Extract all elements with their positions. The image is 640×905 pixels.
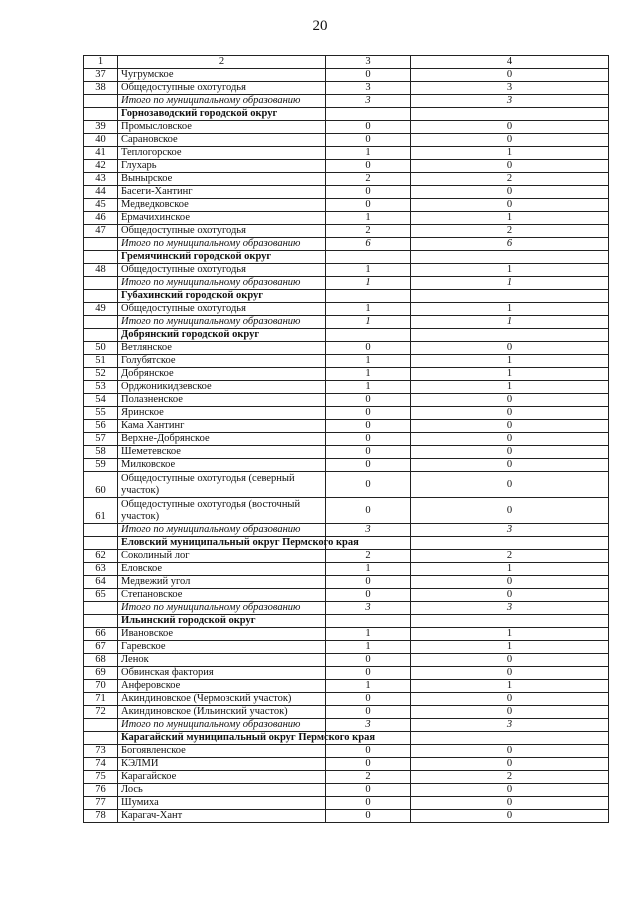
name-cell: Медвежий угол bbox=[118, 576, 326, 589]
row-number-cell: 64 bbox=[84, 576, 118, 589]
name-cell: Общедоступные охотугодья bbox=[118, 303, 326, 316]
value-cell-col3: 0 bbox=[326, 407, 411, 420]
name-cell: Глухарь bbox=[118, 160, 326, 173]
table-row bbox=[84, 758, 609, 771]
row-number-cell: 67 bbox=[84, 641, 118, 654]
value-cell-col4: 0 bbox=[411, 134, 609, 147]
name-cell: Теплогорское bbox=[118, 147, 326, 160]
table-row bbox=[84, 784, 609, 797]
name-cell: Верхне-Добрянское bbox=[118, 433, 326, 446]
row-number-cell: 72 bbox=[84, 706, 118, 719]
value-cell-col3: 0 bbox=[326, 459, 411, 472]
value-cell-col4: 0 bbox=[411, 199, 609, 212]
total-row bbox=[84, 238, 609, 251]
value-cell-col4: 0 bbox=[411, 784, 609, 797]
page-number: 20 bbox=[312, 18, 328, 34]
value-cell-col4: 1 bbox=[411, 355, 609, 368]
value-cell-col4: 0 bbox=[411, 446, 609, 459]
table-row bbox=[84, 472, 609, 498]
value-cell-col4: 0 bbox=[411, 459, 609, 472]
value-cell-col4: 1 bbox=[411, 316, 609, 329]
table-row bbox=[84, 433, 609, 446]
row-number-cell bbox=[84, 329, 118, 342]
row-number-cell: 48 bbox=[84, 264, 118, 277]
row-number-cell: 65 bbox=[84, 589, 118, 602]
table-row bbox=[84, 264, 609, 277]
value-cell-col3: 3 bbox=[326, 95, 411, 108]
value-cell-col3: 1 bbox=[326, 147, 411, 160]
value-cell-col4 bbox=[411, 329, 609, 342]
value-cell-col3: 2 bbox=[326, 225, 411, 238]
name-cell: Анферовское bbox=[118, 680, 326, 693]
table-row bbox=[84, 706, 609, 719]
value-cell-col4: 0 bbox=[411, 810, 609, 823]
value-cell-col4: 2 bbox=[411, 771, 609, 784]
section-header-row bbox=[84, 329, 609, 342]
row-number-cell: 76 bbox=[84, 784, 118, 797]
row-number-cell bbox=[84, 602, 118, 615]
name-cell: КЭЛМИ bbox=[118, 758, 326, 771]
table-row bbox=[84, 498, 609, 524]
value-cell-col4: 1 bbox=[411, 277, 609, 290]
value-cell-col4 bbox=[411, 732, 609, 745]
header-cell-4: 4 bbox=[411, 56, 609, 69]
section-header-row bbox=[84, 290, 609, 303]
table-row bbox=[84, 628, 609, 641]
table-row bbox=[84, 394, 609, 407]
table-row bbox=[84, 810, 609, 823]
row-number-cell: 55 bbox=[84, 407, 118, 420]
table-row bbox=[84, 381, 609, 394]
table-row bbox=[84, 342, 609, 355]
row-number-cell: 37 bbox=[84, 69, 118, 82]
table-row bbox=[84, 69, 609, 82]
total-row bbox=[84, 602, 609, 615]
value-cell-col4: 0 bbox=[411, 394, 609, 407]
value-cell-col3: 1 bbox=[326, 355, 411, 368]
value-cell-col3 bbox=[326, 251, 411, 264]
row-number-cell bbox=[84, 108, 118, 121]
row-number-cell bbox=[84, 537, 118, 550]
value-cell-col3: 0 bbox=[326, 498, 411, 524]
row-number-cell bbox=[84, 316, 118, 329]
table-row bbox=[84, 303, 609, 316]
name-cell: Шеметевское bbox=[118, 446, 326, 459]
total-row bbox=[84, 524, 609, 537]
name-cell: Степановское bbox=[118, 589, 326, 602]
value-cell-col3: 0 bbox=[326, 667, 411, 680]
value-cell-col4: 3 bbox=[411, 82, 609, 95]
name-cell: Шумиха bbox=[118, 797, 326, 810]
header-cell-2: 2 bbox=[118, 56, 326, 69]
value-cell-col4: 6 bbox=[411, 238, 609, 251]
value-cell-col3: 3 bbox=[326, 524, 411, 537]
name-cell: Ивановское bbox=[118, 628, 326, 641]
value-cell-col4: 2 bbox=[411, 225, 609, 238]
name-cell: Общедоступные охотугодья (восточный участок) bbox=[118, 498, 326, 524]
value-cell-col4 bbox=[411, 290, 609, 303]
row-number-cell: 40 bbox=[84, 134, 118, 147]
name-cell: Еловское bbox=[118, 563, 326, 576]
name-cell: Итого по муниципальному образованию bbox=[118, 316, 326, 329]
value-cell-col4: 0 bbox=[411, 654, 609, 667]
value-cell-col4 bbox=[411, 615, 609, 628]
name-cell: Добрянский городской округ bbox=[118, 329, 326, 342]
row-number-cell: 39 bbox=[84, 121, 118, 134]
value-cell-col3: 1 bbox=[326, 641, 411, 654]
value-cell-col4: 0 bbox=[411, 589, 609, 602]
table-row bbox=[84, 186, 609, 199]
table-row bbox=[84, 199, 609, 212]
row-number-cell bbox=[84, 251, 118, 264]
value-cell-col3: 2 bbox=[326, 550, 411, 563]
hunting-grounds-table bbox=[83, 55, 609, 823]
name-cell: Горнозаводский городской округ bbox=[118, 108, 326, 121]
row-number-cell: 77 bbox=[84, 797, 118, 810]
header-cell-1: 1 bbox=[84, 56, 118, 69]
name-cell: Общедоступные охотугодья (северный участок) bbox=[118, 472, 326, 498]
value-cell-col4: 0 bbox=[411, 121, 609, 134]
value-cell-col3: 2 bbox=[326, 173, 411, 186]
name-cell: Ленок bbox=[118, 654, 326, 667]
row-number-cell: 51 bbox=[84, 355, 118, 368]
value-cell-col3: 0 bbox=[326, 446, 411, 459]
row-number-cell bbox=[84, 615, 118, 628]
value-cell-col3: 3 bbox=[326, 719, 411, 732]
total-row bbox=[84, 719, 609, 732]
value-cell-col3: 6 bbox=[326, 238, 411, 251]
table-row bbox=[84, 82, 609, 95]
value-cell-col3: 1 bbox=[326, 264, 411, 277]
row-number-cell: 69 bbox=[84, 667, 118, 680]
value-cell-col3: 0 bbox=[326, 576, 411, 589]
name-cell: Карагач-Хант bbox=[118, 810, 326, 823]
value-cell-col4: 1 bbox=[411, 264, 609, 277]
value-cell-col3: 0 bbox=[326, 420, 411, 433]
value-cell-col4: 0 bbox=[411, 706, 609, 719]
value-cell-col4: 1 bbox=[411, 680, 609, 693]
table-row bbox=[84, 654, 609, 667]
section-header-row bbox=[84, 251, 609, 264]
value-cell-col3: 1 bbox=[326, 368, 411, 381]
value-cell-col4: 1 bbox=[411, 147, 609, 160]
row-number-cell: 73 bbox=[84, 745, 118, 758]
name-cell: Чугрумское bbox=[118, 69, 326, 82]
row-number-cell: 49 bbox=[84, 303, 118, 316]
value-cell-col4: 0 bbox=[411, 745, 609, 758]
value-cell-col3: 0 bbox=[326, 810, 411, 823]
value-cell-col4: 1 bbox=[411, 381, 609, 394]
row-number-cell: 70 bbox=[84, 680, 118, 693]
row-number-cell: 75 bbox=[84, 771, 118, 784]
value-cell-col4: 0 bbox=[411, 342, 609, 355]
name-cell: Медведковское bbox=[118, 199, 326, 212]
value-cell-col4: 2 bbox=[411, 550, 609, 563]
row-number-cell: 38 bbox=[84, 82, 118, 95]
value-cell-col3: 0 bbox=[326, 745, 411, 758]
name-cell: Итого по муниципальному образованию bbox=[118, 524, 326, 537]
table-row bbox=[84, 589, 609, 602]
table-row bbox=[84, 680, 609, 693]
table-row bbox=[84, 368, 609, 381]
row-number-cell: 54 bbox=[84, 394, 118, 407]
value-cell-col3: 1 bbox=[326, 628, 411, 641]
value-cell-col4: 0 bbox=[411, 433, 609, 446]
row-number-cell: 74 bbox=[84, 758, 118, 771]
name-cell: Кама Хантинг bbox=[118, 420, 326, 433]
table-row bbox=[84, 693, 609, 706]
name-cell: Полазненское bbox=[118, 394, 326, 407]
name-cell: Добрянское bbox=[118, 368, 326, 381]
table-header-row bbox=[84, 56, 609, 69]
table-body bbox=[84, 56, 609, 823]
row-number-cell: 63 bbox=[84, 563, 118, 576]
name-cell: Вынырское bbox=[118, 173, 326, 186]
value-cell-col3: 0 bbox=[326, 472, 411, 498]
value-cell-col4: 1 bbox=[411, 303, 609, 316]
row-number-cell bbox=[84, 524, 118, 537]
row-number-cell: 45 bbox=[84, 199, 118, 212]
value-cell-col3 bbox=[326, 615, 411, 628]
value-cell-col4 bbox=[411, 537, 609, 550]
value-cell-col4: 0 bbox=[411, 693, 609, 706]
value-cell-col4: 0 bbox=[411, 160, 609, 173]
table-row bbox=[84, 121, 609, 134]
row-number-cell: 41 bbox=[84, 147, 118, 160]
value-cell-col3: 0 bbox=[326, 706, 411, 719]
name-cell: Ильинский городской округ bbox=[118, 615, 326, 628]
name-cell: Общедоступные охотугодья bbox=[118, 225, 326, 238]
value-cell-col4: 0 bbox=[411, 420, 609, 433]
value-cell-col3: 0 bbox=[326, 758, 411, 771]
value-cell-col3: 1 bbox=[326, 277, 411, 290]
table-row bbox=[84, 576, 609, 589]
value-cell-col4: 0 bbox=[411, 667, 609, 680]
value-cell-col3: 0 bbox=[326, 693, 411, 706]
section-header-row bbox=[84, 537, 609, 550]
value-cell-col3 bbox=[326, 290, 411, 303]
value-cell-col3: 2 bbox=[326, 771, 411, 784]
row-number-cell bbox=[84, 95, 118, 108]
value-cell-col4: 3 bbox=[411, 95, 609, 108]
table-row bbox=[84, 563, 609, 576]
value-cell-col4: 0 bbox=[411, 472, 609, 498]
table-row bbox=[84, 667, 609, 680]
name-cell: Соколиный лог bbox=[118, 550, 326, 563]
table-row bbox=[84, 797, 609, 810]
name-cell: Промысловское bbox=[118, 121, 326, 134]
name-cell: Обвинская фактория bbox=[118, 667, 326, 680]
name-cell: Губахинский городской округ bbox=[118, 290, 326, 303]
row-number-cell: 62 bbox=[84, 550, 118, 563]
row-number-cell: 68 bbox=[84, 654, 118, 667]
row-number-cell: 60 bbox=[84, 472, 118, 498]
name-cell: Милковское bbox=[118, 459, 326, 472]
name-cell: Богоявленское bbox=[118, 745, 326, 758]
row-number-cell: 53 bbox=[84, 381, 118, 394]
row-number-cell: 58 bbox=[84, 446, 118, 459]
table-row bbox=[84, 446, 609, 459]
name-cell: Орджоникидзевское bbox=[118, 381, 326, 394]
value-cell-col4: 0 bbox=[411, 576, 609, 589]
row-number-cell: 46 bbox=[84, 212, 118, 225]
name-cell: Акиндиновское (Чермозский участок) bbox=[118, 693, 326, 706]
value-cell-col3: 0 bbox=[326, 342, 411, 355]
name-cell: Карагайское bbox=[118, 771, 326, 784]
name-cell: Карагайский муниципальный округ Пермского края bbox=[118, 732, 326, 745]
value-cell-col4: 1 bbox=[411, 563, 609, 576]
value-cell-col3: 1 bbox=[326, 381, 411, 394]
name-cell: Ветлянское bbox=[118, 342, 326, 355]
value-cell-col4 bbox=[411, 251, 609, 264]
name-cell: Итого по муниципальному образованию bbox=[118, 277, 326, 290]
value-cell-col4: 3 bbox=[411, 719, 609, 732]
row-number-cell bbox=[84, 238, 118, 251]
table-row bbox=[84, 641, 609, 654]
value-cell-col4: 0 bbox=[411, 186, 609, 199]
row-number-cell: 56 bbox=[84, 420, 118, 433]
table-row bbox=[84, 771, 609, 784]
name-cell: Итого по муниципальному образованию bbox=[118, 719, 326, 732]
value-cell-col3: 3 bbox=[326, 602, 411, 615]
table-row bbox=[84, 459, 609, 472]
value-cell-col3: 1 bbox=[326, 680, 411, 693]
value-cell-col4: 1 bbox=[411, 641, 609, 654]
row-number-cell bbox=[84, 277, 118, 290]
name-cell: Общедоступные охотугодья bbox=[118, 264, 326, 277]
value-cell-col3: 1 bbox=[326, 212, 411, 225]
value-cell-col3: 0 bbox=[326, 69, 411, 82]
value-cell-col3: 0 bbox=[326, 433, 411, 446]
value-cell-col3: 1 bbox=[326, 563, 411, 576]
name-cell: Басеги-Хантинг bbox=[118, 186, 326, 199]
value-cell-col4: 3 bbox=[411, 602, 609, 615]
row-number-cell: 71 bbox=[84, 693, 118, 706]
table-row bbox=[84, 550, 609, 563]
table-row bbox=[84, 225, 609, 238]
row-number-cell: 44 bbox=[84, 186, 118, 199]
name-cell: Еловский муниципальный округ Пермского края bbox=[118, 537, 326, 550]
total-row bbox=[84, 316, 609, 329]
table-row bbox=[84, 355, 609, 368]
row-number-cell: 61 bbox=[84, 498, 118, 524]
row-number-cell: 43 bbox=[84, 173, 118, 186]
name-cell: Гаревское bbox=[118, 641, 326, 654]
name-cell: Общедоступные охотугодья bbox=[118, 82, 326, 95]
value-cell-col4: 2 bbox=[411, 173, 609, 186]
value-cell-col3 bbox=[326, 108, 411, 121]
section-header-row bbox=[84, 108, 609, 121]
row-number-cell bbox=[84, 732, 118, 745]
value-cell-col4: 0 bbox=[411, 498, 609, 524]
value-cell-col3: 3 bbox=[326, 82, 411, 95]
table-row bbox=[84, 420, 609, 433]
value-cell-col4: 1 bbox=[411, 368, 609, 381]
row-number-cell: 57 bbox=[84, 433, 118, 446]
table-row bbox=[84, 134, 609, 147]
row-number-cell: 52 bbox=[84, 368, 118, 381]
name-cell: Итого по муниципальному образованию bbox=[118, 602, 326, 615]
value-cell-col3: 0 bbox=[326, 784, 411, 797]
name-cell: Акиндиновское (Ильинский участок) bbox=[118, 706, 326, 719]
row-number-cell: 59 bbox=[84, 459, 118, 472]
value-cell-col4: 3 bbox=[411, 524, 609, 537]
row-number-cell bbox=[84, 719, 118, 732]
total-row bbox=[84, 277, 609, 290]
name-cell: Лось bbox=[118, 784, 326, 797]
table-row bbox=[84, 745, 609, 758]
name-cell: Ермачихинское bbox=[118, 212, 326, 225]
name-cell: Голубятское bbox=[118, 355, 326, 368]
value-cell-col3: 0 bbox=[326, 199, 411, 212]
row-number-cell: 50 bbox=[84, 342, 118, 355]
value-cell-col3: 0 bbox=[326, 394, 411, 407]
row-number-cell: 66 bbox=[84, 628, 118, 641]
table-row bbox=[84, 173, 609, 186]
value-cell-col3 bbox=[326, 329, 411, 342]
value-cell-col4: 1 bbox=[411, 212, 609, 225]
value-cell-col3: 0 bbox=[326, 134, 411, 147]
section-header-row bbox=[84, 615, 609, 628]
row-number-cell: 42 bbox=[84, 160, 118, 173]
row-number-cell: 78 bbox=[84, 810, 118, 823]
value-cell-col3: 0 bbox=[326, 186, 411, 199]
name-cell: Сарановское bbox=[118, 134, 326, 147]
value-cell-col3: 0 bbox=[326, 121, 411, 134]
value-cell-col4 bbox=[411, 108, 609, 121]
table-row bbox=[84, 407, 609, 420]
value-cell-col4: 0 bbox=[411, 407, 609, 420]
value-cell-col3: 1 bbox=[326, 303, 411, 316]
value-cell-col3: 0 bbox=[326, 797, 411, 810]
row-number-cell bbox=[84, 290, 118, 303]
value-cell-col4: 0 bbox=[411, 758, 609, 771]
total-row bbox=[84, 95, 609, 108]
header-cell-3: 3 bbox=[326, 56, 411, 69]
value-cell-col4: 0 bbox=[411, 69, 609, 82]
table-row bbox=[84, 147, 609, 160]
value-cell-col4: 1 bbox=[411, 628, 609, 641]
value-cell-col3: 0 bbox=[326, 589, 411, 602]
name-cell: Гремячинский городской округ bbox=[118, 251, 326, 264]
table-row bbox=[84, 212, 609, 225]
table-row bbox=[84, 160, 609, 173]
name-cell: Итого по муниципальному образованию bbox=[118, 238, 326, 251]
value-cell-col3: 0 bbox=[326, 160, 411, 173]
value-cell-col3: 1 bbox=[326, 316, 411, 329]
section-header-row bbox=[84, 732, 609, 745]
value-cell-col3: 0 bbox=[326, 654, 411, 667]
name-cell: Яринское bbox=[118, 407, 326, 420]
value-cell-col4: 0 bbox=[411, 797, 609, 810]
name-cell: Итого по муниципальному образованию bbox=[118, 95, 326, 108]
row-number-cell: 47 bbox=[84, 225, 118, 238]
